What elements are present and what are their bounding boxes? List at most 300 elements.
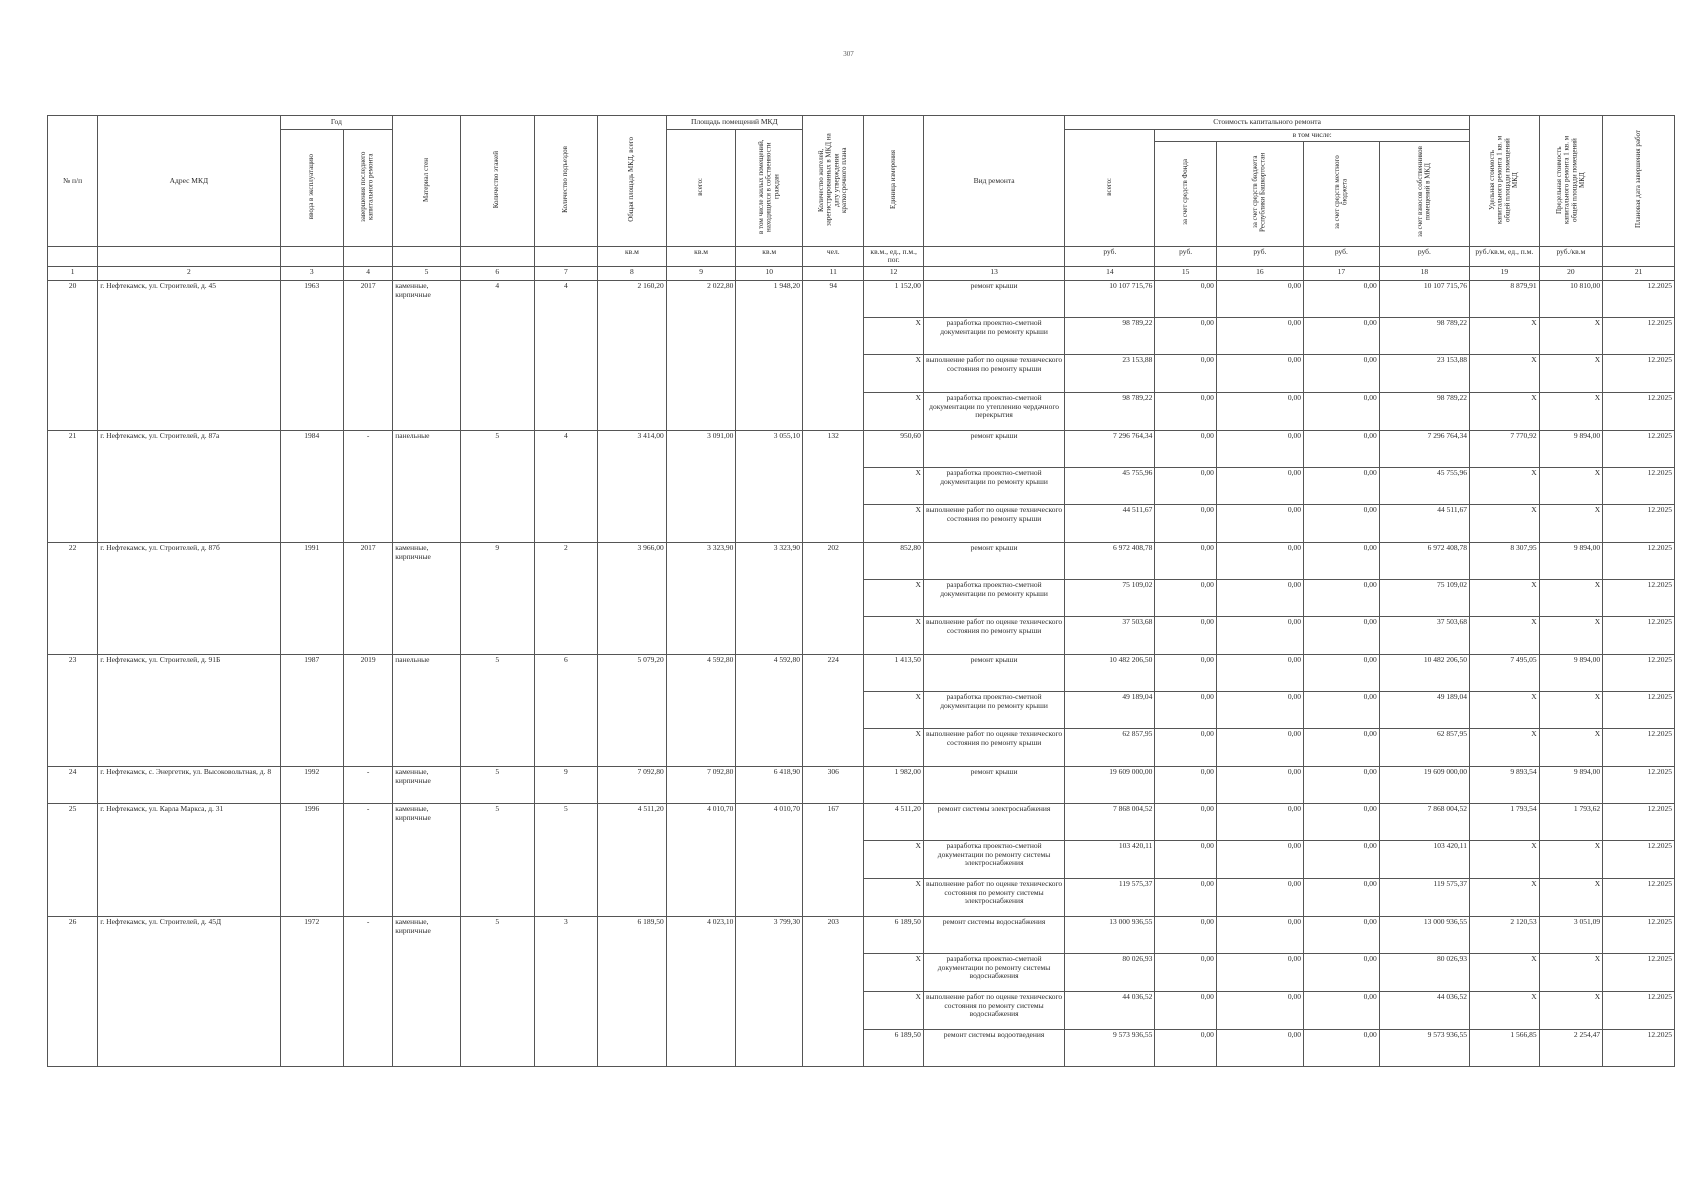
header-owners: за счет взносов собственников помещений в МКД xyxy=(1379,141,1469,246)
header-limit-cost: Предельная стоимость капитального ремонта 1 кв. м общей площади помещений МКД xyxy=(1539,116,1603,247)
cost-local-budget: 0,00 xyxy=(1303,991,1379,1029)
row-number: 24 xyxy=(48,766,98,803)
row-number: 22 xyxy=(48,542,98,654)
column-number: 14 xyxy=(1065,266,1155,280)
cost-fund: 0,00 xyxy=(1155,616,1216,654)
header-republic-budget: за счет средств бюджета Республики Башкортостан xyxy=(1216,141,1303,246)
end-date: 12.2025 xyxy=(1603,1029,1675,1066)
cost-owners: 62 857,95 xyxy=(1379,728,1469,766)
cost-republic-budget: 0,00 xyxy=(1216,317,1303,354)
cost-owners: 9 573 936,55 xyxy=(1379,1029,1469,1066)
area-residential: 6 418,90 xyxy=(736,766,803,803)
unit-cell: кв.м., ед., п.м., пог. xyxy=(864,246,923,266)
cost-total: 13 000 936,55 xyxy=(1065,916,1155,953)
unit-cell: руб./кв.м xyxy=(1539,246,1603,266)
unit-cost: X xyxy=(1469,392,1539,430)
cost-republic-budget: 0,00 xyxy=(1216,1029,1303,1066)
cost-republic-budget: 0,00 xyxy=(1216,616,1303,654)
cost-local-budget: 0,00 xyxy=(1303,317,1379,354)
row-number: 26 xyxy=(48,916,98,1066)
cost-fund: 0,00 xyxy=(1155,1029,1216,1066)
commission-year: 1992 xyxy=(280,766,344,803)
unit-quantity: X xyxy=(864,354,923,392)
cost-republic-budget: 0,00 xyxy=(1216,354,1303,392)
unit-cell xyxy=(1603,246,1675,266)
limit-cost: X xyxy=(1539,467,1603,504)
unit-cell xyxy=(393,246,461,266)
work-type: выполнение работ по оценке технического состояния по ремонту системы электроснабжения xyxy=(923,878,1064,916)
limit-cost: X xyxy=(1539,354,1603,392)
unit-quantity: 6 189,50 xyxy=(864,1029,923,1066)
cost-local-budget: 0,00 xyxy=(1303,728,1379,766)
cost-fund: 0,00 xyxy=(1155,878,1216,916)
column-number: 9 xyxy=(666,266,736,280)
area-residential: 4 010,70 xyxy=(736,803,803,916)
capital-repair-table xyxy=(47,115,1675,1067)
cost-republic-budget: 0,00 xyxy=(1216,579,1303,616)
limit-cost: X xyxy=(1539,579,1603,616)
cost-local-budget: 0,00 xyxy=(1303,504,1379,542)
end-date: 12.2025 xyxy=(1603,654,1675,691)
wall-material: каменные, кирпичные xyxy=(393,280,461,430)
area-residential: 1 948,20 xyxy=(736,280,803,430)
unit-cost: 7 770,92 xyxy=(1469,430,1539,467)
unit-cell: кв.м xyxy=(598,246,667,266)
work-type: ремонт системы электроснабжения xyxy=(923,803,1064,840)
wall-material: каменные, кирпичные xyxy=(393,803,461,916)
residents: 306 xyxy=(803,766,864,803)
area-residential: 4 592,80 xyxy=(736,654,803,766)
cost-owners: 37 503,68 xyxy=(1379,616,1469,654)
end-date: 12.2025 xyxy=(1603,504,1675,542)
header-wall-material: Материал стен xyxy=(393,116,461,247)
last-repair-year: - xyxy=(344,430,393,542)
address: г. Нефтекамск, ул. Строителей, д. 45 xyxy=(98,280,280,430)
cost-local-budget: 0,00 xyxy=(1303,392,1379,430)
floors: 5 xyxy=(460,654,534,766)
limit-cost: X xyxy=(1539,953,1603,991)
unit-cell: руб. xyxy=(1155,246,1216,266)
cost-republic-budget: 0,00 xyxy=(1216,991,1303,1029)
cost-owners: 44 511,67 xyxy=(1379,504,1469,542)
unit-cell: руб. xyxy=(1065,246,1155,266)
header-end-date: Плановая дата завершения работ xyxy=(1603,116,1675,247)
cost-fund: 0,00 xyxy=(1155,392,1216,430)
end-date: 12.2025 xyxy=(1603,803,1675,840)
floors: 5 xyxy=(460,430,534,542)
entrances: 3 xyxy=(534,916,598,1066)
column-number: 21 xyxy=(1603,266,1675,280)
column-number: 20 xyxy=(1539,266,1603,280)
cost-republic-budget: 0,00 xyxy=(1216,430,1303,467)
unit-quantity: X xyxy=(864,504,923,542)
column-number: 7 xyxy=(534,266,598,280)
table-row xyxy=(48,916,1675,953)
table-row xyxy=(48,280,1675,317)
unit-quantity: X xyxy=(864,467,923,504)
cost-total: 44 511,67 xyxy=(1065,504,1155,542)
cost-total: 49 189,04 xyxy=(1065,691,1155,728)
unit-cell: чел. xyxy=(803,246,864,266)
area-total: 4 010,70 xyxy=(666,803,736,916)
work-type: разработка проектно-сметной документации по ремонту крыши xyxy=(923,579,1064,616)
limit-cost: X xyxy=(1539,317,1603,354)
cost-local-budget: 0,00 xyxy=(1303,1029,1379,1066)
cost-republic-budget: 0,00 xyxy=(1216,953,1303,991)
commission-year: 1991 xyxy=(280,542,344,654)
cost-total: 80 026,93 xyxy=(1065,953,1155,991)
cost-local-budget: 0,00 xyxy=(1303,654,1379,691)
cost-total: 98 789,22 xyxy=(1065,317,1155,354)
limit-cost: X xyxy=(1539,504,1603,542)
cost-fund: 0,00 xyxy=(1155,280,1216,317)
unit-quantity: 4 511,20 xyxy=(864,803,923,840)
cost-owners: 119 575,37 xyxy=(1379,878,1469,916)
header-num: № п/п xyxy=(48,116,98,247)
cost-total: 10 482 206,50 xyxy=(1065,654,1155,691)
end-date: 12.2025 xyxy=(1603,542,1675,579)
header-area-residential: в том числе жилых помещений, находящихся в собственности граждан xyxy=(736,130,803,247)
residents: 224 xyxy=(803,654,864,766)
work-type: ремонт крыши xyxy=(923,654,1064,691)
limit-cost: 3 051,09 xyxy=(1539,916,1603,953)
work-type: ремонт крыши xyxy=(923,430,1064,467)
cost-owners: 45 755,96 xyxy=(1379,467,1469,504)
unit-cost: X xyxy=(1469,579,1539,616)
cost-total: 23 153,88 xyxy=(1065,354,1155,392)
address: г. Нефтекамск, с. Энергетик, ул. Высоковольтная, д. 8 xyxy=(98,766,280,803)
unit-cell: руб. xyxy=(1303,246,1379,266)
address: г. Нефтекамск, ул. Строителей, д. 87б xyxy=(98,542,280,654)
unit-cell: кв.м xyxy=(666,246,736,266)
header-fund: за счет средств Фонда xyxy=(1155,141,1216,246)
unit-cost: 8 307,95 xyxy=(1469,542,1539,579)
unit-quantity: X xyxy=(864,953,923,991)
area-total: 7 092,80 xyxy=(666,766,736,803)
unit-quantity: 6 189,50 xyxy=(864,916,923,953)
floors: 5 xyxy=(460,766,534,803)
unit-quantity: X xyxy=(864,616,923,654)
row-number: 20 xyxy=(48,280,98,430)
cost-owners: 7 868 004,52 xyxy=(1379,803,1469,840)
cost-local-budget: 0,00 xyxy=(1303,579,1379,616)
column-number: 6 xyxy=(460,266,534,280)
work-type: ремонт системы водоотведения xyxy=(923,1029,1064,1066)
table-header xyxy=(48,116,1675,281)
unit-cost: X xyxy=(1469,467,1539,504)
cost-fund: 0,00 xyxy=(1155,766,1216,803)
cost-fund: 0,00 xyxy=(1155,691,1216,728)
cost-local-budget: 0,00 xyxy=(1303,953,1379,991)
address: г. Нефтекамск, ул. Строителей, д. 91Б xyxy=(98,654,280,766)
wall-material: каменные, кирпичные xyxy=(393,542,461,654)
column-numbers-row xyxy=(48,266,1675,280)
cost-total: 98 789,22 xyxy=(1065,392,1155,430)
page-number: 307 xyxy=(843,50,854,58)
entrances: 6 xyxy=(534,654,598,766)
wall-material: панельные xyxy=(393,430,461,542)
cost-total: 45 755,96 xyxy=(1065,467,1155,504)
cost-republic-budget: 0,00 xyxy=(1216,916,1303,953)
work-type: разработка проектно-сметной документации по ремонту крыши xyxy=(923,317,1064,354)
cost-owners: 23 153,88 xyxy=(1379,354,1469,392)
total-area: 7 092,80 xyxy=(598,766,667,803)
floors: 5 xyxy=(460,803,534,916)
row-number: 21 xyxy=(48,430,98,542)
row-number: 25 xyxy=(48,803,98,916)
address: г. Нефтекамск, ул. Строителей, д. 45Д xyxy=(98,916,280,1066)
unit-quantity: 1 152,00 xyxy=(864,280,923,317)
unit-cost: X xyxy=(1469,991,1539,1029)
unit-quantity: X xyxy=(864,728,923,766)
residents: 167 xyxy=(803,803,864,916)
header-address: Адрес МКД xyxy=(98,116,280,247)
end-date: 12.2025 xyxy=(1603,728,1675,766)
commission-year: 1996 xyxy=(280,803,344,916)
header-unit-cost: Удельная стоимость капитального ремонта 1 кв. м общей площади помещений МКД xyxy=(1469,116,1539,247)
column-number: 13 xyxy=(923,266,1064,280)
unit-cost: X xyxy=(1469,878,1539,916)
last-repair-year: - xyxy=(344,916,393,1066)
unit-cost: X xyxy=(1469,317,1539,354)
unit-cost: 2 120,53 xyxy=(1469,916,1539,953)
area-residential: 3 323,90 xyxy=(736,542,803,654)
end-date: 12.2025 xyxy=(1603,616,1675,654)
last-repair-year: - xyxy=(344,803,393,916)
table-row xyxy=(48,803,1675,840)
cost-owners: 44 036,52 xyxy=(1379,991,1469,1029)
floors: 4 xyxy=(460,280,534,430)
header-work-type: Вид ремонта xyxy=(923,116,1064,247)
unit-quantity: 1 413,50 xyxy=(864,654,923,691)
column-number: 3 xyxy=(280,266,344,280)
column-number: 17 xyxy=(1303,266,1379,280)
last-repair-year: 2017 xyxy=(344,280,393,430)
cost-local-budget: 0,00 xyxy=(1303,840,1379,878)
unit-cell xyxy=(98,246,280,266)
unit-cost: X xyxy=(1469,616,1539,654)
column-number: 10 xyxy=(736,266,803,280)
cost-total: 10 107 715,76 xyxy=(1065,280,1155,317)
cost-owners: 103 420,11 xyxy=(1379,840,1469,878)
work-type: разработка проектно-сметной документации по ремонту крыши xyxy=(923,691,1064,728)
unit-cost: 8 879,91 xyxy=(1469,280,1539,317)
area-total: 4 023,10 xyxy=(666,916,736,1066)
last-repair-year: 2019 xyxy=(344,654,393,766)
limit-cost: 9 894,00 xyxy=(1539,766,1603,803)
cost-total: 103 420,11 xyxy=(1065,840,1155,878)
work-type: выполнение работ по оценке технического состояния по ремонту крыши xyxy=(923,728,1064,766)
end-date: 12.2025 xyxy=(1603,691,1675,728)
unit-quantity: X xyxy=(864,579,923,616)
cost-owners: 19 609 000,00 xyxy=(1379,766,1469,803)
limit-cost: 9 894,00 xyxy=(1539,654,1603,691)
cost-local-budget: 0,00 xyxy=(1303,916,1379,953)
unit-quantity: 950,60 xyxy=(864,430,923,467)
unit-cell: руб./кв.м, ед., п.м. xyxy=(1469,246,1539,266)
total-area: 5 079,20 xyxy=(598,654,667,766)
header-residents: Количество жителей, зарегистрированных в МКД на дату утверждения краткосрочного плана xyxy=(803,116,864,247)
cost-local-budget: 0,00 xyxy=(1303,280,1379,317)
column-number: 19 xyxy=(1469,266,1539,280)
table-body xyxy=(48,280,1675,1066)
limit-cost: X xyxy=(1539,991,1603,1029)
total-area: 2 160,20 xyxy=(598,280,667,430)
work-type: ремонт крыши xyxy=(923,766,1064,803)
limit-cost: 9 894,00 xyxy=(1539,542,1603,579)
unit-quantity: X xyxy=(864,691,923,728)
entrances: 2 xyxy=(534,542,598,654)
cost-republic-budget: 0,00 xyxy=(1216,766,1303,803)
cost-total: 62 857,95 xyxy=(1065,728,1155,766)
cost-owners: 13 000 936,55 xyxy=(1379,916,1469,953)
unit-cell: руб. xyxy=(1379,246,1469,266)
unit-quantity: X xyxy=(864,392,923,430)
cost-republic-budget: 0,00 xyxy=(1216,803,1303,840)
unit-cell: руб. xyxy=(1216,246,1303,266)
floors: 9 xyxy=(460,542,534,654)
end-date: 12.2025 xyxy=(1603,579,1675,616)
cost-owners: 98 789,22 xyxy=(1379,392,1469,430)
cost-republic-budget: 0,00 xyxy=(1216,840,1303,878)
header-including: в том числе: xyxy=(1155,130,1470,142)
area-total: 2 022,80 xyxy=(666,280,736,430)
cost-owners: 7 296 764,34 xyxy=(1379,430,1469,467)
cost-local-budget: 0,00 xyxy=(1303,803,1379,840)
cost-republic-budget: 0,00 xyxy=(1216,728,1303,766)
cost-local-budget: 0,00 xyxy=(1303,616,1379,654)
header-commission-year: ввода в эксплуатацию xyxy=(280,130,344,247)
work-type: разработка проектно-сметной документации по ремонту системы электроснабжения xyxy=(923,840,1064,878)
cost-local-budget: 0,00 xyxy=(1303,691,1379,728)
cost-republic-budget: 0,00 xyxy=(1216,280,1303,317)
row-number: 23 xyxy=(48,654,98,766)
work-type: ремонт системы водоснабжения xyxy=(923,916,1064,953)
cost-local-budget: 0,00 xyxy=(1303,878,1379,916)
cost-total: 37 503,68 xyxy=(1065,616,1155,654)
unit-cell xyxy=(344,246,393,266)
unit-cell xyxy=(48,246,98,266)
limit-cost: 1 793,62 xyxy=(1539,803,1603,840)
header-entrances: Количество подъездов xyxy=(534,116,598,247)
unit-cost: 1 793,54 xyxy=(1469,803,1539,840)
cost-total: 6 972 408,78 xyxy=(1065,542,1155,579)
cost-fund: 0,00 xyxy=(1155,354,1216,392)
cost-owners: 98 789,22 xyxy=(1379,317,1469,354)
units-row xyxy=(48,246,1675,266)
cost-republic-budget: 0,00 xyxy=(1216,504,1303,542)
cost-total: 7 296 764,34 xyxy=(1065,430,1155,467)
work-type: ремонт крыши xyxy=(923,280,1064,317)
unit-cost: X xyxy=(1469,504,1539,542)
header-area-group: Площадь помещений МКД xyxy=(666,116,802,130)
header-area-total: всего: xyxy=(666,130,736,247)
limit-cost: X xyxy=(1539,691,1603,728)
end-date: 12.2025 xyxy=(1603,317,1675,354)
end-date: 12.2025 xyxy=(1603,953,1675,991)
work-type: выполнение работ по оценке технического состояния по ремонту крыши xyxy=(923,616,1064,654)
limit-cost: X xyxy=(1539,728,1603,766)
cost-fund: 0,00 xyxy=(1155,991,1216,1029)
limit-cost: 9 894,00 xyxy=(1539,430,1603,467)
cost-owners: 6 972 408,78 xyxy=(1379,542,1469,579)
cost-total: 19 609 000,00 xyxy=(1065,766,1155,803)
unit-cell xyxy=(460,246,534,266)
column-number: 12 xyxy=(864,266,923,280)
entrances: 5 xyxy=(534,803,598,916)
residents: 203 xyxy=(803,916,864,1066)
cost-owners: 80 026,93 xyxy=(1379,953,1469,991)
limit-cost: X xyxy=(1539,616,1603,654)
header-year-group: Год xyxy=(280,116,393,130)
cost-local-budget: 0,00 xyxy=(1303,542,1379,579)
unit-quantity: X xyxy=(864,991,923,1029)
work-type: разработка проектно-сметной документации по утеплению чердачного перекрытия xyxy=(923,392,1064,430)
area-total: 4 592,80 xyxy=(666,654,736,766)
cost-fund: 0,00 xyxy=(1155,579,1216,616)
unit-cell xyxy=(280,246,344,266)
unit-quantity: X xyxy=(864,840,923,878)
limit-cost: X xyxy=(1539,392,1603,430)
unit-cost: X xyxy=(1469,354,1539,392)
unit-cell xyxy=(534,246,598,266)
last-repair-year: 2017 xyxy=(344,542,393,654)
unit-quantity: 852,80 xyxy=(864,542,923,579)
cost-local-budget: 0,00 xyxy=(1303,467,1379,504)
cost-fund: 0,00 xyxy=(1155,803,1216,840)
cost-fund: 0,00 xyxy=(1155,430,1216,467)
unit-cost: 7 495,05 xyxy=(1469,654,1539,691)
header-total-area: Общая площадь МКД, всего xyxy=(598,116,667,247)
residents: 94 xyxy=(803,280,864,430)
end-date: 12.2025 xyxy=(1603,430,1675,467)
limit-cost: X xyxy=(1539,840,1603,878)
unit-cell xyxy=(923,246,1064,266)
cost-owners: 49 189,04 xyxy=(1379,691,1469,728)
wall-material: каменные, кирпичные xyxy=(393,766,461,803)
table-row xyxy=(48,654,1675,691)
column-number: 11 xyxy=(803,266,864,280)
cost-republic-budget: 0,00 xyxy=(1216,542,1303,579)
cost-local-budget: 0,00 xyxy=(1303,354,1379,392)
unit-cost: 9 893,54 xyxy=(1469,766,1539,803)
work-type: выполнение работ по оценке технического состояния по ремонту крыши xyxy=(923,354,1064,392)
unit-cell: кв.м xyxy=(736,246,803,266)
column-number: 2 xyxy=(98,266,280,280)
area-total: 3 091,00 xyxy=(666,430,736,542)
end-date: 12.2025 xyxy=(1603,354,1675,392)
unit-cost: X xyxy=(1469,953,1539,991)
table-row xyxy=(48,542,1675,579)
cost-fund: 0,00 xyxy=(1155,654,1216,691)
end-date: 12.2025 xyxy=(1603,840,1675,878)
address: г. Нефтекамск, ул. Строителей, д. 87а xyxy=(98,430,280,542)
end-date: 12.2025 xyxy=(1603,467,1675,504)
address: г. Нефтекамск, ул. Карла Маркса, д. 31 xyxy=(98,803,280,916)
total-area: 4 511,20 xyxy=(598,803,667,916)
cost-total: 9 573 936,55 xyxy=(1065,1029,1155,1066)
residents: 202 xyxy=(803,542,864,654)
end-date: 12.2025 xyxy=(1603,766,1675,803)
cost-republic-budget: 0,00 xyxy=(1216,392,1303,430)
cost-republic-budget: 0,00 xyxy=(1216,691,1303,728)
column-number: 8 xyxy=(598,266,667,280)
unit-quantity: X xyxy=(864,317,923,354)
area-residential: 3 799,30 xyxy=(736,916,803,1066)
end-date: 12.2025 xyxy=(1603,878,1675,916)
header-cost-total: всего: xyxy=(1065,130,1155,247)
header-last-repair-year: завершения последнего капитального ремонта xyxy=(344,130,393,247)
